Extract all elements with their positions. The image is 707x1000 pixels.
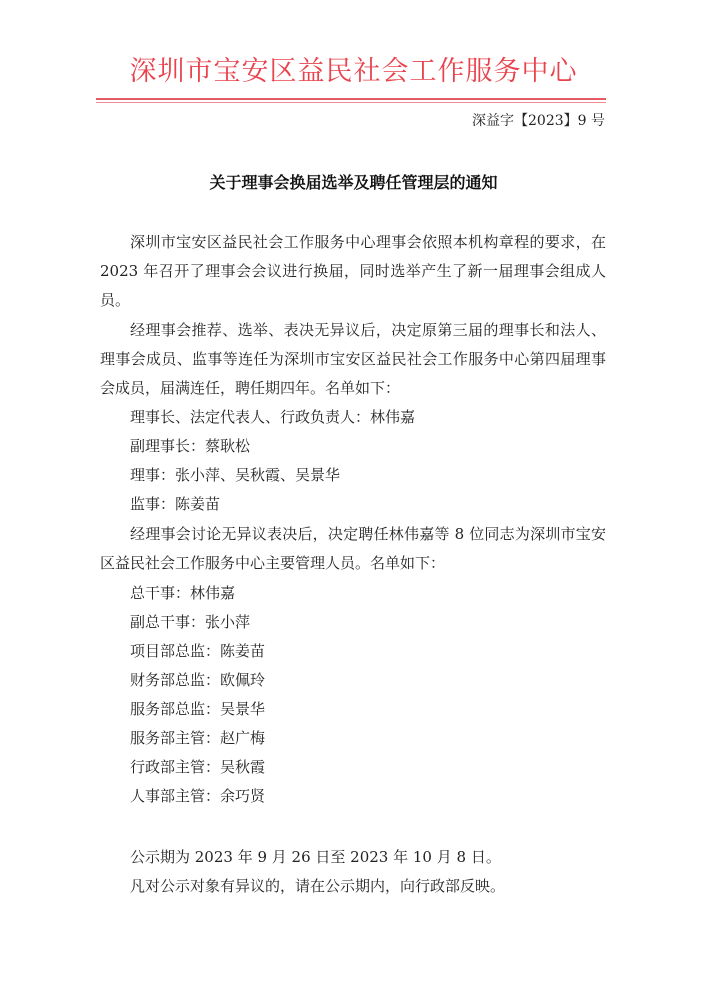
- list-item: 服务部总监：吴景华: [130, 700, 266, 718]
- list-item: 监事：陈姜苗: [130, 495, 221, 513]
- letterhead-divider-thin: [96, 102, 606, 103]
- notice-title: 关于理事会换届选举及聘任管理层的通知: [209, 173, 498, 192]
- paragraph-appointment: [100, 520, 606, 578]
- list-item: 副总干事：张小萍: [130, 613, 251, 631]
- paragraph-text: 经理事会推荐、选举、表决无异议后，决定原第三届的理事长和法人、理事会成员、监事等连任为深圳市宝安区益民社会工作服务中心第四届理事会成员，届满连任，聘任期四年。名单如下：: [100, 321, 606, 397]
- publicity-period: 公示期为 2023 年 9 月 26 日至 2023 年 10 月 8 日。: [130, 848, 501, 866]
- list-item: 理事：张小萍、吴秋霞、吴景华: [130, 466, 341, 484]
- list-item: 理事长、法定代表人、行政负责人：林伟嘉: [130, 408, 416, 426]
- document-number: 深益字【2023】9 号: [472, 113, 605, 129]
- list-item: 项目部总监：陈姜苗: [130, 642, 266, 660]
- paragraph-text: 深圳市宝安区益民社会工作服务中心理事会依照本机构章程的要求，在 2023 年召开了理事会会议进行换届，同时选举产生了新一届理事会组成人员。: [100, 233, 606, 309]
- closing-notes: [100, 843, 606, 901]
- paragraph-text: 经理事会讨论无异议表决后，决定聘任林伟嘉等 8 位同志为深圳市宝安区益民社会工作服务中心主要管理人员。名单如下：: [100, 525, 606, 572]
- objection-note: 凡对公示对象有异议的，请在公示期内，向行政部反映。: [130, 877, 506, 895]
- organization-letterhead: 深圳市宝安区益民社会工作服务中心: [129, 56, 578, 87]
- letterhead-divider: [96, 98, 606, 100]
- list-item: 副理事长：蔡耿松: [130, 437, 251, 455]
- management-list: [100, 579, 606, 811]
- board-member-list: [100, 403, 606, 519]
- list-item: 行政部主管：吴秋霞: [130, 758, 266, 776]
- list-item: 财务部总监：欧佩玲: [130, 671, 266, 689]
- paragraph-intro: [100, 228, 606, 315]
- paragraph-decision: [100, 316, 606, 403]
- list-item: 总干事：林伟嘉: [130, 584, 236, 602]
- list-item: 服务部主管：赵广梅: [130, 729, 266, 747]
- list-item: 人事部主管：余巧贤: [130, 787, 266, 805]
